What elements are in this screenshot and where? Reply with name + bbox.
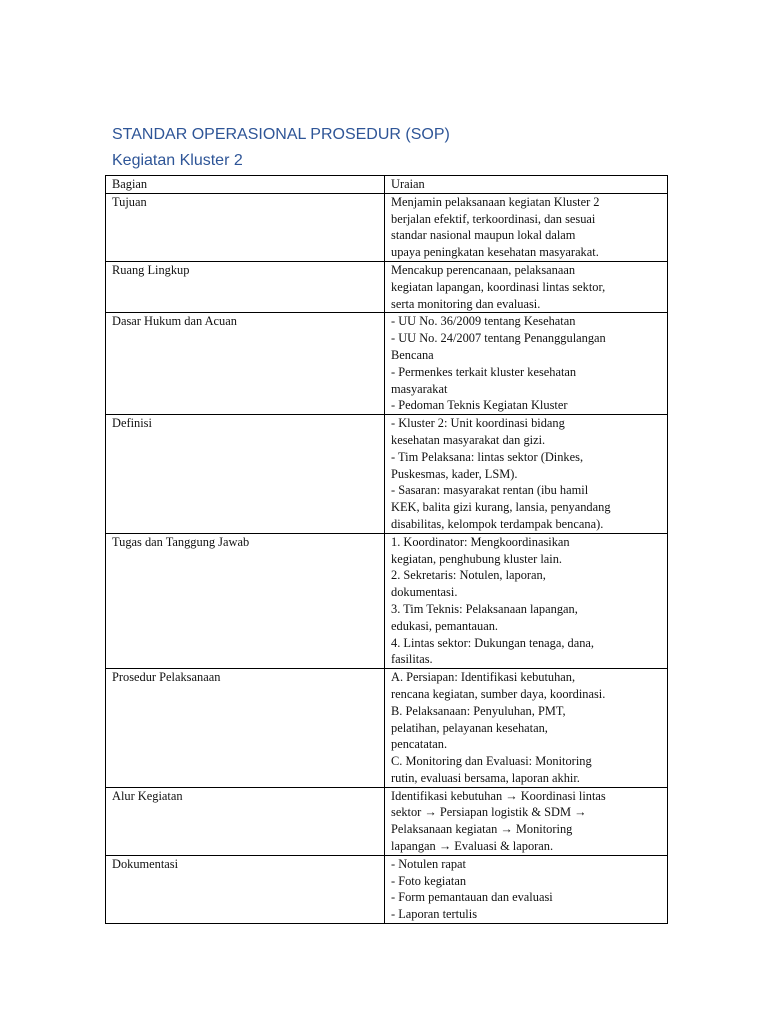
description-line: masyarakat (391, 381, 448, 396)
description-line: fasilitas. (391, 652, 433, 667)
table-row (106, 787, 668, 855)
description-line: KEK, balita gizi kurang, lansia, penyandang (391, 500, 611, 515)
description-line: kegiatan, penghubung kluster lain. (391, 551, 563, 566)
description-line: rutin, evaluasi bersama, laporan akhir. (391, 770, 580, 785)
description-line: Identifikasi kebutuhan → Koordinasi lintas (391, 788, 606, 803)
description-cell (385, 261, 668, 312)
description-line: pencatatan. (391, 737, 448, 752)
header-cell-bagian: Bagian (106, 176, 385, 194)
description-line: - Tim Pelaksana: lintas sektor (Dinkes, (391, 449, 584, 464)
description-line: standar nasional maupun lokal dalam (391, 228, 576, 243)
description-line: 1. Koordinator: Mengkoordinasikan (391, 534, 570, 549)
description-line: kesehatan masyarakat dan gizi. (391, 432, 546, 447)
description-line: Bencana (391, 347, 434, 362)
description-line: 3. Tim Teknis: Pelaksanaan lapangan, (391, 601, 578, 616)
description-line: upaya peningkatan kesehatan masyarakat. (391, 245, 599, 260)
description-line: pelatihan, pelayanan kesehatan, (391, 720, 548, 735)
section-name-cell: Alur Kegiatan (106, 787, 385, 855)
description-line: lapangan → Evaluasi & laporan. (391, 839, 554, 854)
description-line: - Form pemantauan dan evaluasi (391, 890, 553, 905)
description-line: - Kluster 2: Unit koordinasi bidang (391, 416, 565, 431)
description-line: - UU No. 24/2007 tentang Penanggulangan (391, 331, 606, 346)
table-row (106, 533, 668, 668)
document-title: STANDAR OPERASIONAL PROSEDUR (SOP) (112, 126, 450, 143)
description-line: dokumentasi. (391, 585, 458, 600)
section-name-cell: Definisi (106, 415, 385, 534)
section-name-cell: Dokumentasi (106, 855, 385, 923)
section-name-cell: Prosedur Pelaksanaan (106, 669, 385, 788)
description-cell (385, 415, 668, 534)
description-line: serta monitoring dan evaluasi. (391, 296, 541, 311)
table-row (106, 313, 668, 415)
description-line: Menjamin pelaksanaan kegiatan Kluster 2 (391, 194, 600, 209)
description-line: Mencakup perencanaan, pelaksanaan (391, 262, 576, 277)
description-cell (385, 193, 668, 261)
table-row (106, 415, 668, 534)
description-line: edukasi, pemantauan. (391, 618, 499, 633)
description-line: Pelaksanaan kegiatan → Monitoring (391, 822, 573, 837)
description-line: - Sasaran: masyarakat rentan (ibu hamil (391, 483, 589, 498)
description-line: - Pedoman Teknis Kegiatan Kluster (391, 398, 568, 413)
sop-table-body (106, 176, 668, 924)
description-line: Puskesmas, kader, LSM). (391, 466, 518, 481)
description-line: 4. Lintas sektor: Dukungan tenaga, dana, (391, 635, 595, 650)
description-line: - Laporan tertulis (391, 907, 478, 922)
table-row (106, 261, 668, 312)
description-cell (385, 669, 668, 788)
document-subtitle: Kegiatan Kluster 2 (112, 152, 243, 169)
description-line: B. Pelaksanaan: Penyuluhan, PMT, (391, 703, 566, 718)
description-line: A. Persiapan: Identifikasi kebutuhan, (391, 670, 576, 685)
description-line: C. Monitoring dan Evaluasi: Monitoring (391, 754, 592, 769)
table-header-row (106, 176, 668, 194)
description-line: - Notulen rapat (391, 856, 467, 871)
description-line: disabilitas, kelompok terdampak bencana). (391, 516, 604, 531)
section-name-cell: Ruang Lingkup (106, 261, 385, 312)
table-row (106, 669, 668, 788)
section-name-cell: Tugas dan Tanggung Jawab (106, 533, 385, 668)
section-name-cell: Tujuan (106, 193, 385, 261)
description-cell (385, 855, 668, 923)
header-cell-uraian: Uraian (385, 176, 668, 194)
description-line: berjalan efektif, terkoordinasi, dan sesuai (391, 211, 596, 226)
description-cell (385, 533, 668, 668)
description-line: kegiatan lapangan, koordinasi lintas sektor, (391, 279, 606, 294)
table-row (106, 193, 668, 261)
description-cell (385, 787, 668, 855)
description-line: rencana kegiatan, sumber daya, koordinasi. (391, 686, 606, 701)
description-cell (385, 313, 668, 415)
table-row (106, 855, 668, 923)
description-line: - UU No. 36/2009 tentang Kesehatan (391, 314, 576, 329)
description-line: - Foto kegiatan (391, 873, 467, 888)
description-line: - Permenkes terkait kluster kesehatan (391, 364, 577, 379)
description-line: sektor → Persiapan logistik & SDM → (391, 805, 587, 820)
section-name-cell: Dasar Hukum dan Acuan (106, 313, 385, 415)
sop-table (105, 175, 668, 924)
description-line: 2. Sekretaris: Notulen, laporan, (391, 568, 546, 583)
